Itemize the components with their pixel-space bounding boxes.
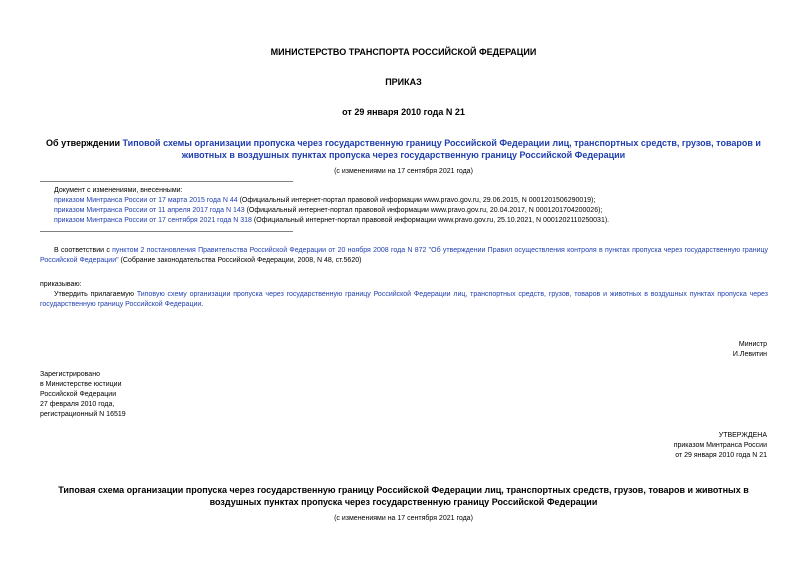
registration-line: 27 февраля 2010 года, [40,401,115,408]
change-link-2017[interactable]: приказом Минтранса России от 11 апреля 2017 года N 143 [54,207,245,214]
change-text: (Официальный интернет-портал правовой информации www.pravo.gov.ru, 25.10.2021, N 0001202110250031). [251,217,610,224]
approval-block [540,431,767,461]
approval-line: УТВЕРЖДЕНА [718,432,767,439]
signature-position: Министр [738,341,767,348]
change-link-2015[interactable]: приказом Минтранса России от 17 марта 2015 года N 44 [54,197,238,204]
order-title-prefix: Об утверждении [46,138,123,148]
scheme-link[interactable]: Типовой схемы организации пропуска через государственную границу Российской Федерации лиц, транспортных средств, грузов, товаров и животных в воздушных пунктах пропуска через государственную границу Российской Федерации [122,138,761,160]
title-changes-note: (с изменениями на 17 сентября 2021 года) [334,168,473,175]
approve-prefix: Утвердить прилагаемую [54,291,137,298]
registration-line: Зарегистрировано [40,371,100,378]
basis-suffix: (Собрание законодательства Российской Федерации, 2008, N 48, ст.5620) [118,257,362,264]
signature-name: И.Левитин [732,351,767,358]
approve-scheme-link[interactable]: Типовую схему организации пропуска через государственную границу Российской Федерации лиц, транспортных средств, грузов, товаров и животных в воздушных пунктах пропуска через государственную границу Российской Федерации [40,291,768,308]
approve-suffix: . [201,301,204,308]
change-item [54,206,784,216]
registration-line: Российской Федерации [40,391,117,398]
doc-type-heading: ПРИКАЗ [385,77,422,87]
basis-link[interactable]: пунктом 2 постановления Правительства Российской Федерации от 20 ноября 2008 года N 872 "Об утверждении Правил осуществления контроля в пунктах пропуска через государственную границу Российской Федерации" [40,247,769,264]
signature-block [540,340,767,360]
scheme-title: Типовая схема организации пропуска через государственную границу Российской Федерации лиц, транспортных средств, грузов, товаров и животных в воздушных пунктах пропуска через государственную границу Российской Федерации [58,485,749,507]
approval-line: приказом Минтранса России [673,442,767,449]
basis-prefix: В соответствии с [54,247,113,254]
change-link-2021[interactable]: приказом Минтранса России от 17 сентября 2021 года N 318 [54,217,252,224]
orders-word: приказываю: [40,281,82,288]
registration-block [40,370,126,420]
approve-paragraph [40,290,768,310]
changes-bottom-divider [40,231,293,232]
registration-line: регистрационный N 16519 [40,411,126,418]
change-item [54,196,784,206]
approval-line: от 29 января 2010 года N 21 [675,452,767,459]
basis-paragraph [40,246,768,266]
changes-box [54,186,784,226]
scheme-changes-note: (с изменениями на 17 сентября 2021 года) [334,515,473,522]
ministry-heading: МИНИСТЕРСТВО ТРАНСПОРТА РОССИЙСКОЙ ФЕДЕРАЦИИ [270,47,537,57]
changes-top-divider [40,181,293,182]
change-text: (Официальный интернет-портал правовой информации www.pravo.gov.ru, 29.06.2015, N 0001201506290019); [237,197,596,204]
order-date-number: от 29 января 2010 года N 21 [342,107,465,117]
order-title [40,137,767,161]
change-text: (Официальный интернет-портал правовой информации www.pravo.gov.ru, 20.04.2017, N 0001201704200026); [244,207,603,214]
change-item [54,216,784,226]
registration-line: в Министерстве юстиции [40,381,122,388]
changes-intro: Документ с изменениями, внесенными: [54,187,183,194]
